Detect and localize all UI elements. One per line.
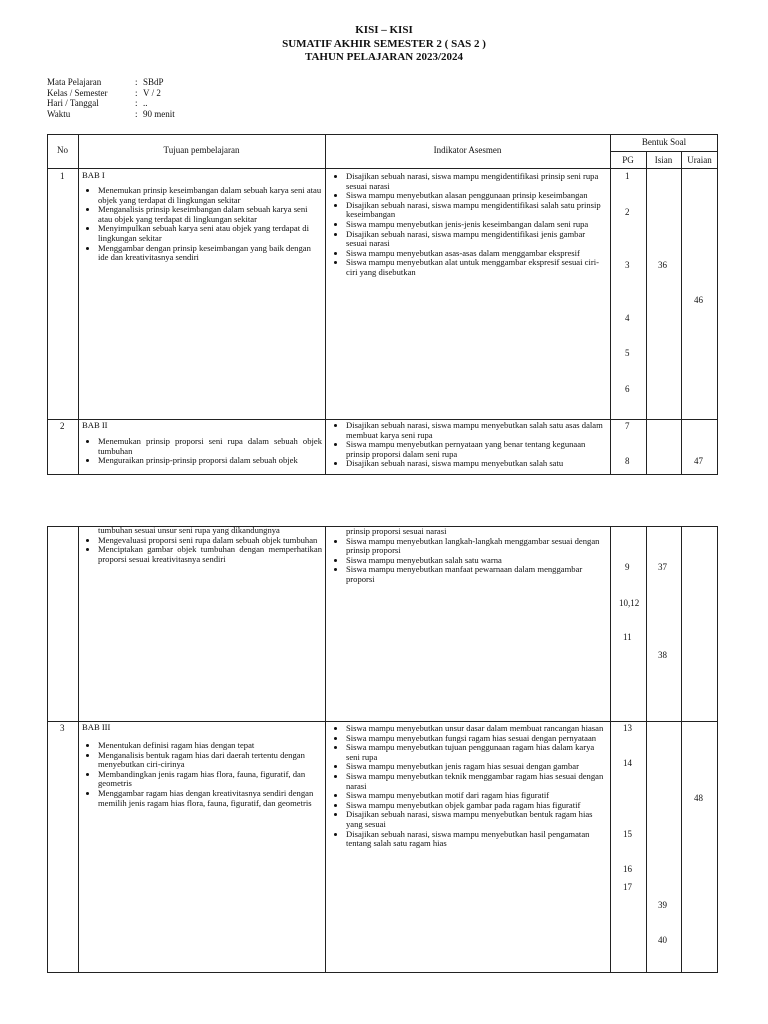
tujuan-list	[82, 437, 322, 466]
indikator-list	[330, 172, 607, 278]
pg-number: 2	[625, 207, 630, 217]
list-item-cont: prinsip proporsi sesuai narasi	[346, 526, 447, 536]
list-item: • Menciptakan gambar objek tumbuhan dengan memperhatikan proporsi sesuai kreativitasnya sendiri	[98, 545, 322, 564]
row-line	[47, 721, 718, 722]
indikator-list	[330, 421, 607, 469]
uraian-number: 46	[694, 295, 703, 305]
uraian-number: 48	[694, 793, 703, 803]
info-key: Mata Pelajaran	[47, 77, 102, 87]
row-number: 1	[60, 171, 65, 181]
list-item: • Disajikan sebuah narasi, siswa mampu mengidentifikasi salah satu prinsip keseimbangan	[346, 201, 607, 220]
col-line	[681, 151, 682, 475]
bab-title: BAB I	[82, 170, 105, 180]
pg-number: 4	[625, 313, 630, 323]
indikator-list-cont	[330, 527, 607, 585]
doc-title-2: SUMATIF AKHIR SEMESTER 2 ( SAS 2 )	[282, 38, 486, 50]
info-key: Hari / Tanggal	[47, 98, 99, 108]
col-line	[325, 134, 326, 475]
row-number: 2	[60, 421, 65, 431]
header-indikator: Indikator Asesmen	[433, 145, 502, 155]
info-block	[47, 77, 175, 119]
list-item: • Membandingkan jenis ragam hias flora, fauna, figuratif, dan geometris	[98, 770, 322, 789]
col-line	[610, 134, 611, 475]
header-tujuan: Tujuan pembelajaran	[163, 145, 240, 155]
info-value: 90 menit	[143, 108, 175, 119]
pg-number: 16	[623, 864, 632, 874]
list-item: • Siswa mampu menyebutkan salah satu warna	[346, 556, 607, 566]
col-line	[646, 151, 647, 475]
list-item: • Menganalisis prinsip keseimbangan dalam sebuah karya seni atau objek yang terdapat di lingkungan sekitar	[98, 205, 322, 224]
isian-number: 36	[658, 260, 667, 270]
info-value: V / 2	[143, 87, 161, 98]
col-line	[610, 526, 611, 973]
list-item: • Siswa mampu menyebutkan jenis-jenis keseimbangan dalam seni rupa	[346, 220, 607, 230]
pg-number: 14	[623, 758, 632, 768]
pg-number: 7	[625, 421, 630, 431]
list-item: • Siswa mampu menyebutkan pernyataan yang benar tentang kegunaan prinsip proporsi dalam seni rupa	[346, 440, 607, 459]
info-colon: :	[135, 98, 138, 108]
list-item: • Menemukan prinsip proporsi seni rupa dalam sebuah objek tumbuhan	[98, 437, 322, 456]
list-item: • Disajikan sebuah narasi, siswa mampu menyebutkan salah satu	[346, 459, 607, 469]
col-line	[325, 526, 326, 973]
header-no: No	[57, 145, 68, 155]
pg-number: 11	[623, 632, 632, 642]
list-item: • Siswa mampu menyebutkan motif dari ragam hias figuratif	[346, 791, 607, 801]
col-line	[681, 526, 682, 973]
list-item: • Siswa mampu menyebutkan asas-asas dalam menggambar ekspresif	[346, 249, 607, 259]
col-line	[78, 134, 79, 475]
info-value: ..	[143, 98, 148, 108]
bab-title: BAB II	[82, 420, 108, 430]
pg-number: 15	[623, 829, 632, 839]
info-row-hari	[47, 98, 175, 109]
isian-number: 40	[658, 935, 667, 945]
pg-number: 10,12	[619, 598, 640, 608]
list-item-cont: tumbuhan sesuai unsur seni rupa yang dikandungnya	[98, 525, 280, 535]
info-value: SBdP	[143, 77, 164, 87]
isian-number: 39	[658, 900, 667, 910]
header-uraian: Uraian	[687, 155, 712, 165]
info-colon: :	[135, 108, 138, 119]
info-colon: :	[135, 87, 138, 98]
isian-number: 37	[658, 562, 667, 572]
doc-title-3: TAHUN PELAJARAN 2023/2024	[304, 51, 464, 63]
list-item: • Siswa mampu menyebutkan fungsi ragam hias sesuai dengan pernyataan	[346, 734, 607, 744]
list-item: • Siswa mampu menyebutkan jenis ragam hias sesuai dengan gambar	[346, 762, 607, 772]
pg-number: 3	[625, 260, 630, 270]
list-item: • Menemukan prinsip keseimbangan dalam sebuah karya seni atau objek yang terdapat di lingkungan sekitar	[98, 186, 322, 205]
list-item: • Menentukan definisi ragam hias dengan tepat	[98, 741, 322, 751]
list-item: • Disajikan sebuah narasi, siswa mampu menyebutkan hasil pengamatan tentang salah satu ragam hias	[346, 830, 607, 849]
info-colon: :	[135, 77, 138, 87]
indikator-list	[330, 724, 607, 849]
list-item: • Siswa mampu menyebutkan langkah-langkah menggambar sesuai dengan prinsip proporsi	[346, 537, 607, 556]
tujuan-list	[82, 186, 322, 263]
pg-number: 1	[625, 171, 630, 181]
list-item: • Disajikan sebuah narasi, siswa mampu mengidentifikasi jenis gambar sesuai narasi	[346, 230, 607, 249]
pg-number: 13	[623, 723, 632, 733]
list-item: • Siswa mampu menyebutkan teknik menggambar ragam hias sesuai dengan narasi	[346, 772, 607, 791]
tujuan-list-cont	[82, 526, 322, 564]
list-item: • Siswa mampu menyebutkan tujuan penggunaan ragam hias dalam karya seni rupa	[346, 743, 607, 762]
header-pg: PG	[622, 155, 634, 165]
col-line	[78, 526, 79, 973]
row-number: 3	[60, 723, 65, 733]
list-item: • Menyimpulkan sebuah karya seni atau objek yang terdapat di lingkungan sekitar	[98, 224, 322, 243]
list-item: • Siswa mampu menyebutkan unsur dasar dalam membuat rancangan hiasan	[346, 724, 607, 734]
list-item: • Siswa mampu menyebutkan objek gambar pada ragam hias figuratif	[346, 801, 607, 811]
pg-number: 8	[625, 456, 630, 466]
list-item: • Disajikan sebuah narasi, siswa mampu mengidentifikasi prinsip seni rupa sesuai narasi	[346, 172, 607, 191]
pg-number: 9	[625, 562, 630, 572]
info-row-kelas	[47, 88, 175, 99]
list-item: • Menguraikan prinsip-prinsip proporsi dalam sebuah objek	[98, 456, 322, 466]
list-item: • Siswa mampu menyebutkan alasan penggunaan prinsip keseimbangan	[346, 191, 607, 201]
list-item: • Disajikan sebuah narasi, siswa mampu menyebutkan salah satu asas dalam membuat karya seni rupa	[346, 421, 607, 440]
info-key: Kelas / Semester	[47, 87, 108, 98]
info-key: Waktu	[47, 108, 71, 119]
info-row-waktu	[47, 109, 175, 120]
list-item: • Menganalisis bentuk ragam hias dari daerah tertentu dengan menyebutkan ciri-cirinya	[98, 751, 322, 770]
header-isian: Isian	[654, 155, 673, 165]
info-row-mapel	[47, 77, 175, 88]
isian-number: 38	[658, 650, 667, 660]
bab-title: BAB III	[82, 722, 111, 732]
pg-number: 5	[625, 348, 630, 358]
tujuan-list	[82, 741, 322, 808]
list-item: • Siswa mampu menyebutkan manfaat pewarnaan dalam menggambar proporsi	[346, 565, 607, 584]
col-line	[646, 526, 647, 973]
pg-number: 6	[625, 384, 630, 394]
list-item: • Siswa mampu menyebutkan alat untuk menggambar ekspresif sesuai ciri-ciri yang disebutkan	[346, 258, 607, 277]
doc-title-1: KISI – KISI	[355, 24, 413, 36]
list-item: • Menggambar dengan prinsip keseimbangan yang baik dengan ide dan kreativitasnya sendiri	[98, 244, 322, 263]
row-line	[610, 151, 718, 152]
uraian-number: 47	[694, 456, 703, 466]
list-item: • Menggambar ragam hias dengan kreativitasnya sendiri dengan memilih jenis ragam hias flora, fauna, figuratif, dan geometris	[98, 789, 322, 808]
list-item: • Mengevaluasi proporsi seni rupa dalam sebuah objek tumbuhan	[98, 536, 322, 546]
row-line	[47, 168, 718, 169]
pg-number: 17	[623, 882, 632, 892]
list-item: • Disajikan sebuah narasi, siswa mampu menyebutkan bentuk ragam hias yang sesuai	[346, 810, 607, 829]
header-bentuk-soal: Bentuk Soal	[641, 137, 687, 147]
